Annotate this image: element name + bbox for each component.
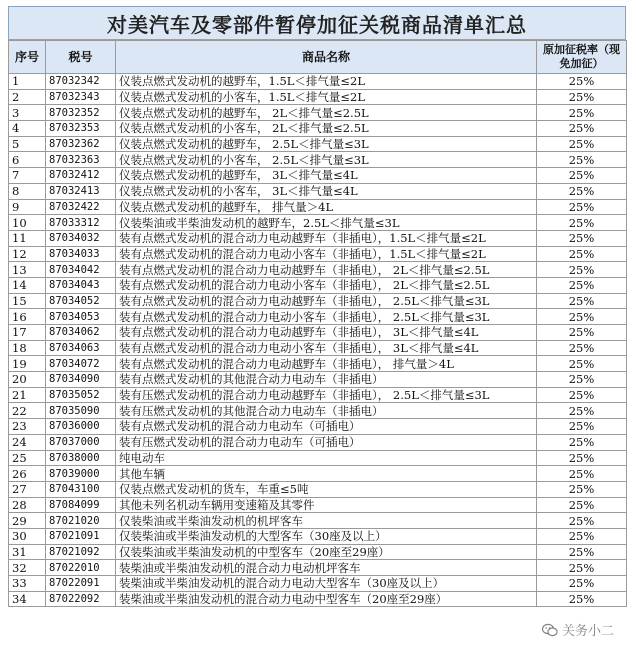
cell-name: 仅装点燃式发动机的货车，车重≤5吨 xyxy=(116,481,537,497)
cell-rate: 25% xyxy=(537,560,627,576)
table-row xyxy=(9,403,627,419)
table-row xyxy=(9,419,627,435)
table-row xyxy=(9,591,627,607)
cell-name: 装有压燃式发动机的混合动力电动越野车（非插电）， 2.5L＜排气量≤3L xyxy=(116,387,537,403)
table-row xyxy=(9,528,627,544)
cell-name: 仪装点燃式发动机的越野车， 2L＜排气量≤2.5L xyxy=(116,105,537,121)
cell-name: 仪装柴油或半柴油发动机的越野车，2.5L＜排气量≤3L xyxy=(116,215,537,231)
cell-code: 87034063 xyxy=(46,340,116,356)
cell-no: 1 xyxy=(9,74,46,90)
cell-code: 87032363 xyxy=(46,152,116,168)
cell-no: 5 xyxy=(9,136,46,152)
cell-rate: 25% xyxy=(537,293,627,309)
cell-no: 3 xyxy=(9,105,46,121)
table-row xyxy=(9,309,627,325)
cell-rate: 25% xyxy=(537,387,627,403)
table-row xyxy=(9,105,627,121)
cell-no: 29 xyxy=(9,513,46,529)
cell-rate: 25% xyxy=(537,466,627,482)
cell-code: 87035090 xyxy=(46,403,116,419)
cell-code: 87036000 xyxy=(46,419,116,435)
cell-name: 装有点燃式发动机的混合动力电动小客车（非插电）， 3L＜排气量≤4L xyxy=(116,340,537,356)
cell-no: 15 xyxy=(9,293,46,309)
cell-rate: 25% xyxy=(537,419,627,435)
cell-no: 17 xyxy=(9,325,46,341)
cell-code: 87032413 xyxy=(46,183,116,199)
cell-name: 仪装点燃式发动机的小客车， 2.5L＜排气量≤3L xyxy=(116,152,537,168)
cell-no: 2 xyxy=(9,89,46,105)
cell-name: 仅装柴油或半柴油发动机的中型客车（20座至29座） xyxy=(116,544,537,560)
header-rate: 原加征税率（现免加征） xyxy=(537,41,627,74)
cell-rate: 25% xyxy=(537,136,627,152)
table-row xyxy=(9,576,627,592)
cell-rate: 25% xyxy=(537,105,627,121)
table-body xyxy=(9,74,627,607)
table-row xyxy=(9,560,627,576)
cell-no: 6 xyxy=(9,152,46,168)
cell-name: 其他车辆 xyxy=(116,466,537,482)
cell-name: 装有点燃式发动机的混合动力电动越野车（非插电）， 2.5L＜排气量≤3L xyxy=(116,293,537,309)
cell-no: 33 xyxy=(9,576,46,592)
cell-rate: 25% xyxy=(537,277,627,293)
cell-name: 装有点燃式发动机的混合动力电动越野车（非插电），1.5L＜排气量≤2L xyxy=(116,230,537,246)
cell-no: 23 xyxy=(9,419,46,435)
cell-no: 22 xyxy=(9,403,46,419)
table-row xyxy=(9,246,627,262)
header-row xyxy=(9,41,627,74)
cell-code: 87038000 xyxy=(46,450,116,466)
cell-rate: 25% xyxy=(537,230,627,246)
cell-name: 装有点燃式发动机的其他混合动力电动车（非插电） xyxy=(116,372,537,388)
cell-rate: 25% xyxy=(537,481,627,497)
cell-code: 87034052 xyxy=(46,293,116,309)
cell-code: 87037000 xyxy=(46,434,116,450)
cell-code: 87032353 xyxy=(46,121,116,137)
cell-code: 87034043 xyxy=(46,277,116,293)
table-row xyxy=(9,466,627,482)
cell-no: 19 xyxy=(9,356,46,372)
cell-name: 仪装点燃式发动机的越野车， 2.5L＜排气量≤3L xyxy=(116,136,537,152)
cell-rate: 25% xyxy=(537,246,627,262)
table-row xyxy=(9,121,627,137)
table-row xyxy=(9,215,627,231)
cell-rate: 25% xyxy=(537,544,627,560)
cell-no: 25 xyxy=(9,450,46,466)
cell-rate: 25% xyxy=(537,513,627,529)
cell-no: 20 xyxy=(9,372,46,388)
wechat-icon xyxy=(542,623,558,637)
cell-rate: 25% xyxy=(537,121,627,137)
table-row xyxy=(9,230,627,246)
table-row xyxy=(9,387,627,403)
cell-rate: 25% xyxy=(537,183,627,199)
cell-rate: 25% xyxy=(537,74,627,90)
table-row xyxy=(9,372,627,388)
table-row xyxy=(9,277,627,293)
cell-name: 仪装点燃式发动机的小客车， 2L＜排气量≤2.5L xyxy=(116,121,537,137)
cell-rate: 25% xyxy=(537,528,627,544)
table-row xyxy=(9,199,627,215)
cell-rate: 25% xyxy=(537,356,627,372)
cell-no: 14 xyxy=(9,277,46,293)
cell-rate: 25% xyxy=(537,168,627,184)
cell-name: 装柴油或半柴油发动机的混合动力电动机坪客车 xyxy=(116,560,537,576)
cell-code: 87033312 xyxy=(46,215,116,231)
cell-rate: 25% xyxy=(537,325,627,341)
header-name: 商品名称 xyxy=(116,41,537,74)
cell-no: 34 xyxy=(9,591,46,607)
cell-code: 87084099 xyxy=(46,497,116,513)
cell-no: 11 xyxy=(9,230,46,246)
cell-name: 装柴油或半柴油发动机的混合动力电动中型客车（20座至29座） xyxy=(116,591,537,607)
cell-code: 87043100 xyxy=(46,481,116,497)
cell-code: 87032362 xyxy=(46,136,116,152)
cell-no: 9 xyxy=(9,199,46,215)
cell-code: 87021020 xyxy=(46,513,116,529)
table-row xyxy=(9,340,627,356)
cell-no: 7 xyxy=(9,168,46,184)
cell-rate: 25% xyxy=(537,591,627,607)
cell-code: 87032352 xyxy=(46,105,116,121)
cell-code: 87021092 xyxy=(46,544,116,560)
table-header xyxy=(9,41,627,74)
cell-code: 87034090 xyxy=(46,372,116,388)
cell-name: 装有压燃式发动机的混合动力电动车（可插电） xyxy=(116,434,537,450)
table-row xyxy=(9,293,627,309)
cell-name: 其他未列名机动车辆用变速箱及其零件 xyxy=(116,497,537,513)
cell-no: 8 xyxy=(9,183,46,199)
cell-rate: 25% xyxy=(537,215,627,231)
cell-rate: 25% xyxy=(537,450,627,466)
table-row xyxy=(9,356,627,372)
cell-rate: 25% xyxy=(537,576,627,592)
cell-code: 87032412 xyxy=(46,168,116,184)
table-row xyxy=(9,74,627,90)
cell-name: 装有点燃式发动机的混合动力电动小客车（非插电），1.5L＜排气量≤2L xyxy=(116,246,537,262)
cell-code: 87034062 xyxy=(46,325,116,341)
cell-code: 87034053 xyxy=(46,309,116,325)
cell-code: 87021091 xyxy=(46,528,116,544)
table-row xyxy=(9,450,627,466)
cell-rate: 25% xyxy=(537,434,627,450)
cell-name: 仪装点燃式发动机的越野车， 排气量＞4L xyxy=(116,199,537,215)
cell-rate: 25% xyxy=(537,152,627,168)
cell-no: 18 xyxy=(9,340,46,356)
table-row xyxy=(9,497,627,513)
cell-no: 30 xyxy=(9,528,46,544)
cell-no: 12 xyxy=(9,246,46,262)
cell-name: 仅装柴油或半柴油发动机的机坪客车 xyxy=(116,513,537,529)
cell-name: 仪装点燃式发动机的小客车， 3L＜排气量≤4L xyxy=(116,183,537,199)
cell-name: 仪装点燃式发动机的越野车， 3L＜排气量≤4L xyxy=(116,168,537,184)
cell-no: 10 xyxy=(9,215,46,231)
cell-code: 87022010 xyxy=(46,560,116,576)
watermark xyxy=(542,620,614,639)
table-row xyxy=(9,152,627,168)
cell-rate: 25% xyxy=(537,309,627,325)
cell-rate: 25% xyxy=(537,497,627,513)
cell-no: 32 xyxy=(9,560,46,576)
cell-code: 87034032 xyxy=(46,230,116,246)
cell-no: 16 xyxy=(9,309,46,325)
cell-no: 13 xyxy=(9,262,46,278)
cell-code: 87032422 xyxy=(46,199,116,215)
table-row xyxy=(9,481,627,497)
cell-name: 装有压燃式发动机的其他混合动力电动车（非插电） xyxy=(116,403,537,419)
table-row xyxy=(9,434,627,450)
cell-code: 87032342 xyxy=(46,74,116,90)
cell-code: 87022091 xyxy=(46,576,116,592)
watermark-text: 关务小二 xyxy=(561,624,614,639)
cell-rate: 25% xyxy=(537,372,627,388)
cell-no: 4 xyxy=(9,121,46,137)
table-row xyxy=(9,168,627,184)
table-row xyxy=(9,544,627,560)
table-row xyxy=(9,183,627,199)
cell-rate: 25% xyxy=(537,199,627,215)
cell-no: 28 xyxy=(9,497,46,513)
cell-code: 87034042 xyxy=(46,262,116,278)
cell-name: 仪装点燃式发动机的小客车，1.5L＜排气量≤2L xyxy=(116,89,537,105)
table-row xyxy=(9,325,627,341)
cell-name: 装有点燃式发动机的混合动力电动越野车（非插电）， 3L＜排气量≤4L xyxy=(116,325,537,341)
cell-no: 27 xyxy=(9,481,46,497)
table-row xyxy=(9,262,627,278)
cell-name: 装柴油或半柴油发动机的混合动力电动大型客车（30座及以上） xyxy=(116,576,537,592)
cell-name: 仅装柴油或半柴油发动机的大型客车（30座及以上） xyxy=(116,528,537,544)
cell-name: 纯电动车 xyxy=(116,450,537,466)
cell-code: 87039000 xyxy=(46,466,116,482)
cell-code: 87034033 xyxy=(46,246,116,262)
cell-rate: 25% xyxy=(537,262,627,278)
cell-name: 装有点燃式发动机的混合动力电动越野车（非插电）， 排气量＞4L xyxy=(116,356,537,372)
header-no: 序号 xyxy=(9,41,46,74)
table-row xyxy=(9,89,627,105)
cell-name: 装有点燃式发动机的混合动力电动小客车（非插电）， 2.5L＜排气量≤3L xyxy=(116,309,537,325)
cell-code: 87022092 xyxy=(46,591,116,607)
table-row xyxy=(9,136,627,152)
cell-name: 装有点燃式发动机的混合动力电动越野车（非插电）， 2L＜排气量≤2.5L xyxy=(116,262,537,278)
header-code: 税号 xyxy=(46,41,116,74)
cell-rate: 25% xyxy=(537,89,627,105)
cell-name: 装有点燃式发动机的混合动力电动小客车（非插电）， 2L＜排气量≤2.5L xyxy=(116,277,537,293)
cell-code: 87035052 xyxy=(46,387,116,403)
page-title: 对美汽车及零部件暂停加征关税商品清单汇总 xyxy=(8,6,626,40)
cell-rate: 25% xyxy=(537,340,627,356)
tariff-table xyxy=(8,40,627,607)
cell-no: 24 xyxy=(9,434,46,450)
cell-code: 87034072 xyxy=(46,356,116,372)
cell-no: 31 xyxy=(9,544,46,560)
cell-name: 装有点燃式发动机的混合动力电动车（可插电） xyxy=(116,419,537,435)
cell-code: 87032343 xyxy=(46,89,116,105)
cell-no: 26 xyxy=(9,466,46,482)
cell-no: 21 xyxy=(9,387,46,403)
table-row xyxy=(9,513,627,529)
cell-name: 仪装点燃式发动机的越野车，1.5L＜排气量≤2L xyxy=(116,74,537,90)
cell-rate: 25% xyxy=(537,403,627,419)
